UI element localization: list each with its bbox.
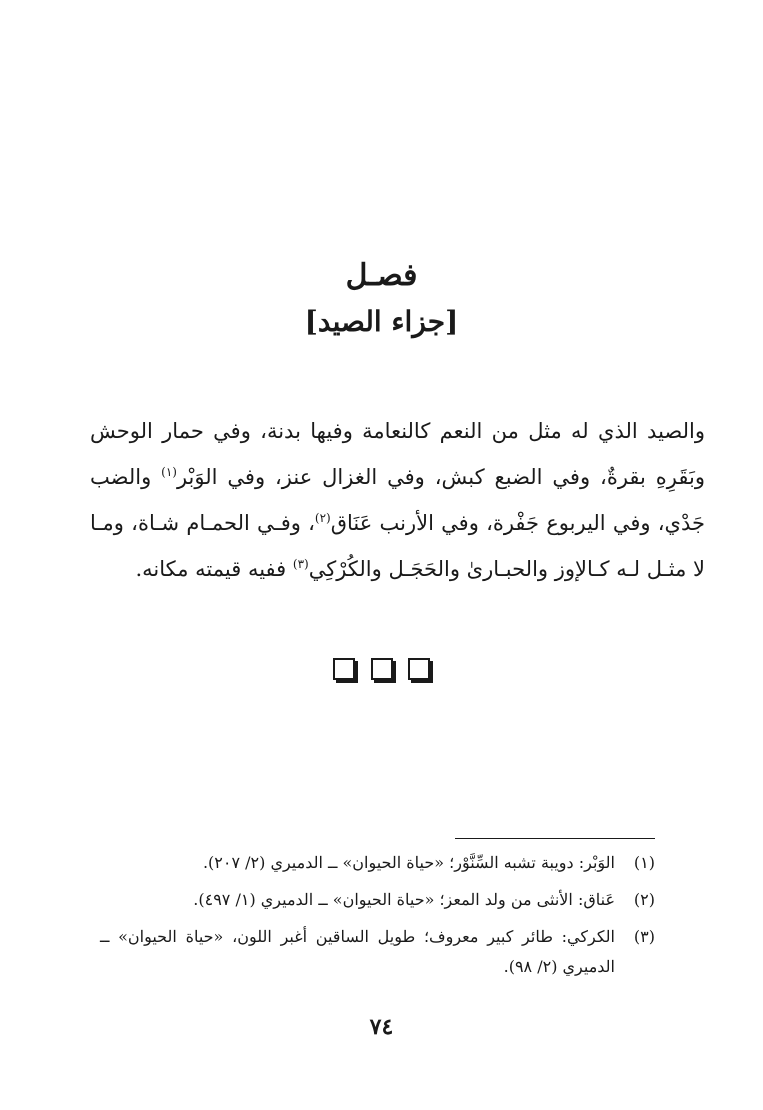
body-segment-3: ، وفـي الحمـام شـاة، ومـا لا مثـل لـه كـالإوز والحبـارىٰ والحَجَـل والكُرْكِي bbox=[90, 511, 705, 581]
footnote-number: (٣) bbox=[633, 927, 655, 946]
footnote-ref-2: (٢) bbox=[314, 511, 331, 525]
footnote-ref-1: (١) bbox=[161, 465, 177, 479]
footnotes bbox=[100, 848, 655, 989]
footnote-1 bbox=[100, 848, 655, 878]
square-ornament-icon bbox=[408, 658, 430, 680]
footnote-text: الكركي: طائر كبير معروف؛ طويل الساقين أغبر اللون، «حياة الحيوان» ــ الدميري (٢/ ٩٨). bbox=[100, 927, 615, 976]
footnote-text: الوَبْر: دويبة تشبه السِّنَّوْر؛ «حياة الحيوان» ــ الدميري (٢/ ٢٠٧). bbox=[202, 853, 615, 872]
footnote-3 bbox=[100, 922, 655, 982]
square-ornament-icon bbox=[333, 658, 355, 680]
body-text-block bbox=[90, 408, 705, 592]
section-separator bbox=[0, 658, 763, 680]
body-segment-2: والضب جَدْي، وفي اليربوع جَفْرة، وفي الأرنب عَنَاق bbox=[90, 465, 706, 535]
chapter-heading: فصـل bbox=[345, 258, 418, 293]
footnote-text: عَناق: الأنثى من ولد المعز؛ «حياة الحيوان» ــ الدميري (١/ ٤٩٧). bbox=[193, 890, 615, 909]
footnote-ref-3: (٣) bbox=[292, 557, 309, 571]
footnote-divider bbox=[455, 838, 655, 839]
body-segment-4: ففيه قيمته مكانه. bbox=[135, 557, 293, 581]
footnote-number: (٢) bbox=[633, 890, 655, 909]
section-title: [جزاء الصيد] bbox=[304, 305, 459, 338]
footnote-number: (١) bbox=[633, 853, 655, 872]
square-ornament-icon bbox=[371, 658, 393, 680]
footnote-2 bbox=[100, 885, 655, 915]
page-number: ٧٤ bbox=[369, 1014, 394, 1040]
body-paragraph bbox=[90, 408, 705, 592]
body-segment-1: والصيد الذي له مثل من النعم كالنعامة وفيها بدنة، وفي حمار الوحش وبَقَرِهِ بقرةٌ، وفي الضبع كبش، وفي الغزال عنز، وفي الوَبْر bbox=[90, 419, 705, 489]
